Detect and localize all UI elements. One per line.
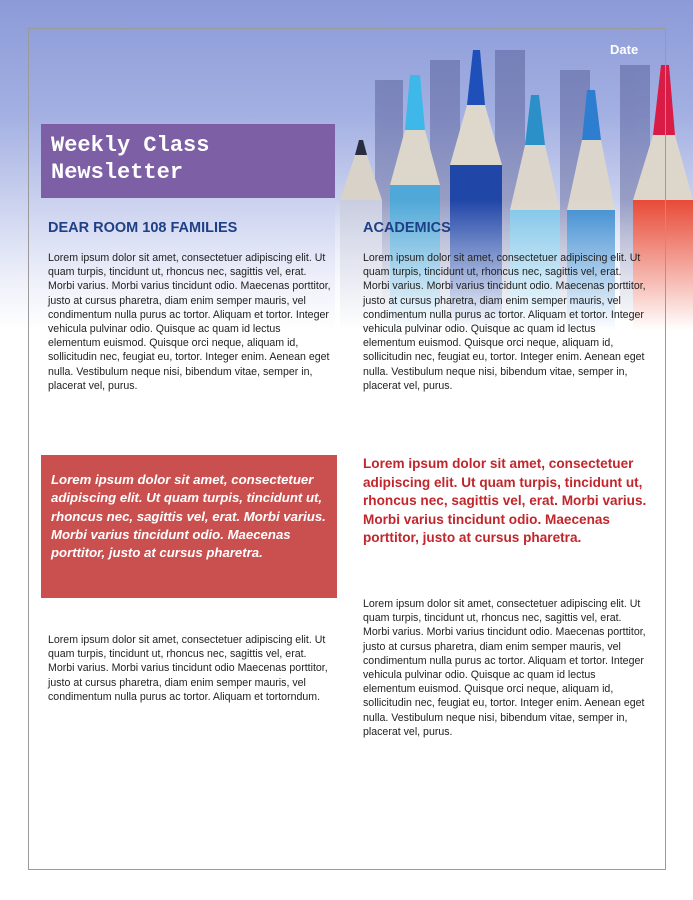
newsletter-title bbox=[41, 124, 335, 198]
left-body-2: Lorem ipsum dolor sit amet, consectetuer adipiscing elit. Ut quam turpis, tincidunt ut, rhoncus nec, sagittis vel, erat. Morbi varius. Morbi varius tincidunt odio Maecenas porttitor, justo at cursus pharetra, diam enim semper mauris, vel condimentum nulla purus ac tortor. Aliquam et tortorndum. bbox=[48, 634, 328, 703]
left-callout-text: Lorem ipsum dolor sit amet, consectetuer adipiscing elit. Ut quam turpis, tincidunt ut, rhoncus nec, sagittis vel, erat. Morbi varius. Morbi varius tincidunt odio. Maecenas porttitor, justo at cursus pharetra. bbox=[51, 472, 326, 561]
date-label[interactable]: Date bbox=[610, 42, 639, 57]
title-line: Weekly Class bbox=[51, 133, 210, 158]
right-callout-text: Lorem ipsum dolor sit amet, consectetuer adipiscing elit. Ut quam turpis, tincidunt ut, rhoncus nec, sagittis vel, erat. Morbi varius. Morbi varius tincidunt odio. Maecenas porttitor, justo at cursus pharetra. bbox=[363, 456, 647, 545]
right-body-2: Lorem ipsum dolor sit amet, consectetuer adipiscing elit. Ut quam turpis, tincidunt ut, rhoncus nec, sagittis vel, erat. Morbi varius. Morbi varius tincidunt odio. Maecenas porttitor, justo at cursus pharetra, diam enim semper mauris, vel condimentum nulla purus ac tortor. Aliquam et tortor. Integer vehicula pulvinar odio. Quisque ac quam id lectus elementum euismod. Quisque orci neque, aliquam id, sollicitudin nec, feugiat eu, tortor. Integer enim. Aenean eget nulla. Vestibulum neque nisi, bibendum vitae, semper in, placerat vel, purus. bbox=[363, 598, 646, 738]
left-callout-box bbox=[41, 455, 337, 598]
left-body: Lorem ipsum dolor sit amet, consectetuer adipiscing elit. Ut quam turpis, tincidunt ut, rhoncus nec, sagittis vel, erat. Morbi varius. Morbi varius tincidunt odio. Maecenas porttitor, justo at cursus pharetra, diam enim semper mauris, vel condimentum nulla purus ac tortor. Aliquam et tortor. Integer vehicula pulvinar odio. Quisque ac quam id lectus elementum euismod. Quisque orci neque, aliquam id, sollicitudin nec, feugiat eu, tortor. Integer enim. Aenean eget nulla. Vestibulum neque nisi, bibendum vitae, semper in, placerat vel, purus. bbox=[48, 252, 331, 392]
title-line: Newsletter bbox=[51, 160, 184, 185]
right-heading: ACADEMICS bbox=[363, 220, 451, 236]
left-heading: DEAR ROOM 108 FAMILIES bbox=[48, 220, 238, 236]
right-body: Lorem ipsum dolor sit amet, consectetuer adipiscing elit. Ut quam turpis, tincidunt ut, rhoncus nec, sagittis vel, erat. Morbi varius. Morbi varius tincidunt odio. Maecenas porttitor, justo at cursus pharetra, diam enim semper mauris, vel condimentum nulla purus ac tortor. Aliquam et tortor. Integer vehicula pulvinar odio. Quisque ac quam id lectus elementum euismod. Quisque orci neque, aliquam id, sollicitudin nec, feugiat eu, tortor. Integer enim. Aenean eget nulla. Vestibulum neque nisi, bibendum vitae, semper in, placerat vel, purus. bbox=[363, 252, 646, 392]
